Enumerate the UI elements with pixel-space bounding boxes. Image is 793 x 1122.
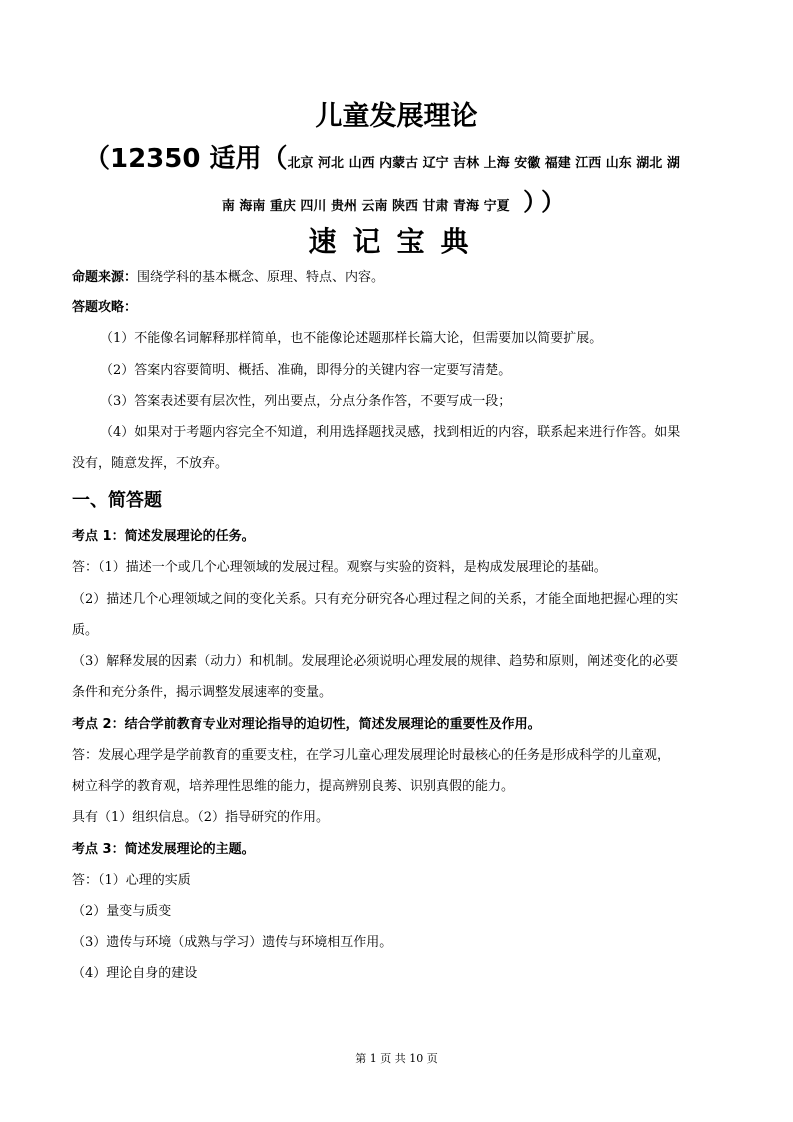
k1-answer-2-cont: 质。 [72, 623, 99, 638]
k3-title: 考点 3：简述发展理论的主题。 [72, 842, 255, 857]
subtitle-regions-line1: 北京 河北 山西 内蒙古 辽宁 吉林 上海 安徽 福建 江西 山东 湖北 湖 [287, 156, 680, 171]
section-heading: 一、简答题 [72, 490, 162, 511]
k2-answer-2: 具有（1）组织信息。（2）指导研究的作用。 [72, 810, 330, 825]
strategy-item-1: （1）不能像名词解释那样简单，也不能像论述题那样长篇大论，但需要加以简要扩展。 [100, 331, 603, 346]
strategy-label: 答题攻略： [72, 300, 138, 315]
subtitle-close: ）） [523, 188, 572, 216]
k3-answer-2: （2）量变与质变 [72, 904, 172, 919]
subtitle-regions-line2: 南 海南 重庆 四川 贵州 云南 陕西 甘肃 青海 宁夏 [221, 199, 510, 214]
doc-subtitle-line2 [0, 190, 793, 219]
k1-title: 考点 1：简述发展理论的任务。 [72, 529, 255, 544]
k3-answer-3: （3）遗传与环境（成熟与学习）遗传与环境相互作用。 [72, 935, 393, 950]
k2-answer-1-cont: 树立科学的教育观，培养理性思维的能力，提高辨别良莠、识别真假的能力。 [72, 779, 515, 794]
doc-subtitle-line1 [84, 142, 680, 181]
k3-answer-1: 答：（1）心理的实质 [72, 873, 191, 888]
source-text: 围绕学科的基本概念、原理、特点、内容。 [137, 270, 385, 285]
strategy-item-2: （2）答案内容要简明、概括、准确，即得分的关键内容一定要写清楚。 [100, 363, 512, 378]
strategy-item-4-cont: 没有，随意发挥，不放弃。 [72, 456, 229, 471]
source-label: 命题来源： [72, 270, 138, 285]
k1-answer-1: 答：（1）描述一个或几个心理领域的发展过程。观察与实验的资料，是构成发展理论的基础。 [72, 560, 607, 575]
k1-answer-3: （3）解释发展的因素（动力）和机制。发展理论必须说明心理发展的规律、趋势和原则，阐述变化的必要 [72, 654, 679, 669]
doc-title: 儿童发展理论 [315, 101, 478, 132]
doc-title2: 速记宝典 [308, 225, 485, 258]
source-line [72, 266, 384, 288]
page-footer: 第 1 页 共 10 页 [355, 1052, 438, 1065]
k1-answer-2: （2）描述几个心理领域之间的变化关系。只有充分研究各心理过程之间的关系，才能全面地把握心理的实 [72, 592, 679, 607]
k2-answer-1: 答：发展心理学是学前教育的重要支柱，在学习儿童心理发展理论时最核心的任务是形成科学的儿童观， [72, 748, 671, 763]
k1-answer-3-cont: 条件和充分条件，揭示调整发展速率的变量。 [72, 685, 333, 700]
strategy-item-4: （4）如果对于考题内容完全不知道，利用选择题找灵感，找到相近的内容，联系起来进行作答。如果 [100, 425, 681, 440]
subtitle-main: （12350 适用（ [84, 144, 288, 174]
k2-title: 考点 2：结合学前教育专业对理论指导的迫切性，简述发展理论的重要性及作用。 [72, 717, 541, 732]
k3-answer-4: （4）理论自身的建设 [72, 966, 198, 981]
strategy-item-3: （3）答案表述要有层次性，列出要点，分点分条作答，不要写成一段； [100, 394, 512, 409]
